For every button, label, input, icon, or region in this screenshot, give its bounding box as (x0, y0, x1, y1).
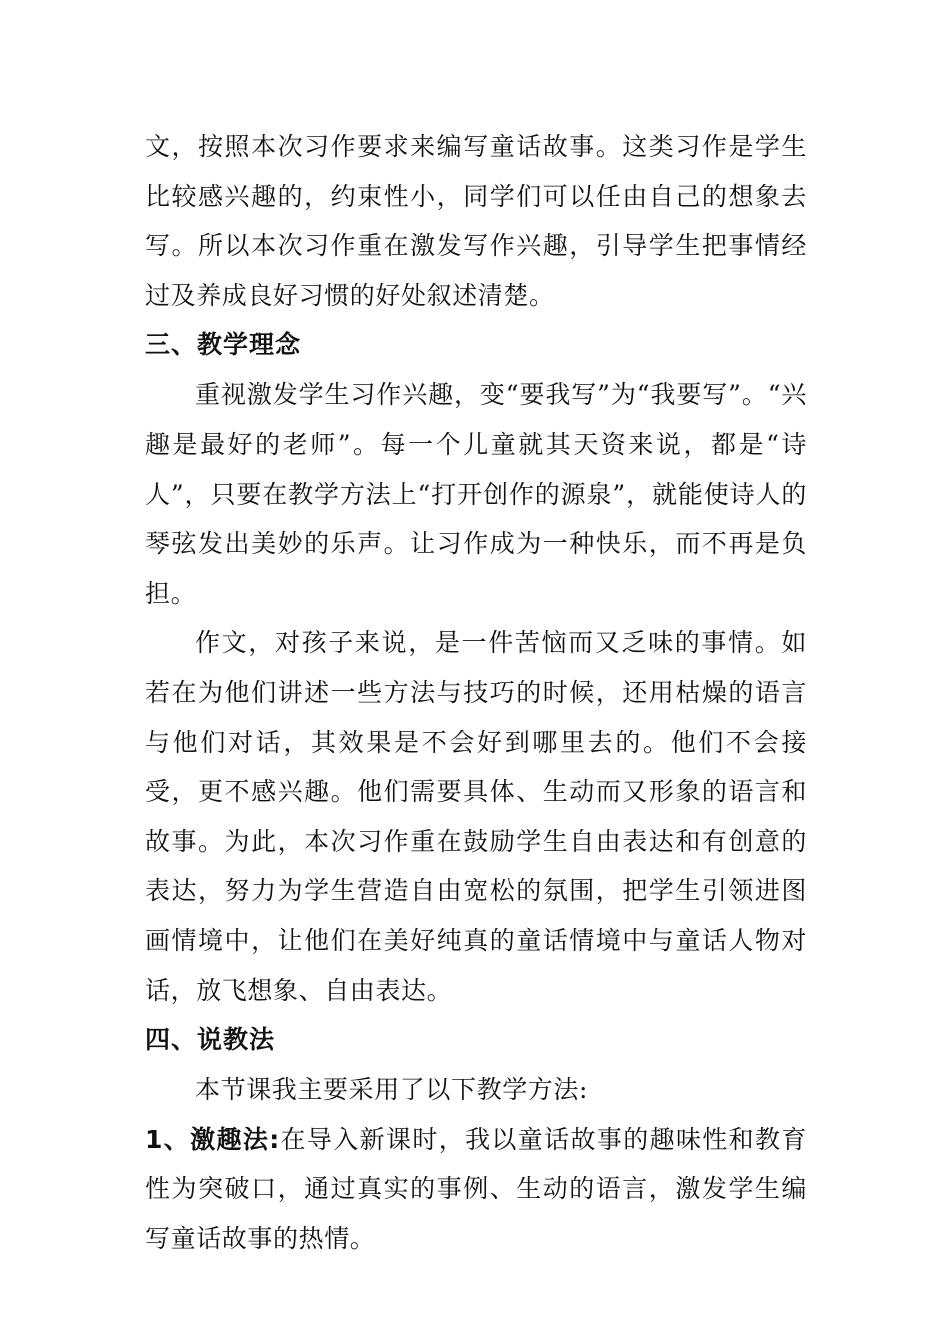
section-heading-teaching-philosophy: 三、教学理念 (145, 330, 302, 360)
method-item-1-label: 1、激趣法: (145, 1124, 280, 1154)
philosophy-paragraph-1: 重视激发学生习作兴趣，变“要我写”为“我要写”。“兴趣是最好的老师”。每一个儿童就其天资来说，都是“诗人”，只要在教学方法上“打开创作的源泉”，就能使诗人的琴弦发出美妙的乐声。让习作成为一种快乐，而不再是负担。 (145, 380, 807, 608)
section-heading-teaching-methods: 四、说教法 (145, 1025, 276, 1055)
method-item-1 (145, 1115, 807, 1264)
document-body (145, 122, 807, 1263)
methods-intro: 本节课我主要采用了以下教学方法: (195, 1075, 589, 1105)
intro-paragraph: 文，按照本次习作要求来编写童话故事。这类习作是学生比较感兴趣的，约束性小，同学们可以任由自己的想象去写。所以本次习作重在激发写作兴趣，引导学生把事情经过及养成良好习惯的好处叙述清楚。 (145, 132, 807, 310)
philosophy-paragraph-2: 作文，对孩子来说，是一件苦恼而又乏味的事情。如若在为他们讲述一些方法与技巧的时候，还用枯燥的语言与他们对话，其效果是不会好到哪里去的。他们不会接受，更不感兴趣。他们需要具体、生动而又形象的语言和故事。为此，本次习作重在鼓励学生自由表达和有创意的表达，努力为学生营造自由宽松的氛围，把学生引领进图画情境中，让他们在美好纯真的童话情境中与童话人物对话，放飞想象、自由表达。 (145, 628, 807, 1005)
method-item-1-text: 在导入新课时，我以童话故事的趣味性和教育性为突破口，通过真实的事例、生动的语言，激发学生编写童话故事的热情。 (145, 1124, 807, 1253)
